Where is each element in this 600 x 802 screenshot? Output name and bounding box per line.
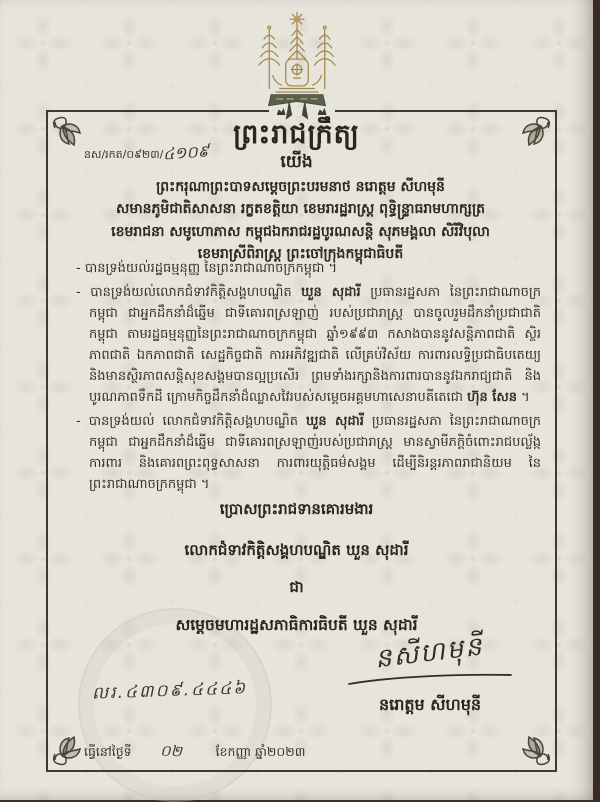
royal-title-line: ខេមរាជនា សមូហោភាស កម្ពុជឯករាជរដ្ឋបូរណសន្តិ សុភមង្គលា សិរីវិបុលា [111, 223, 490, 240]
reference-number-printed: នស/រកត/០៩២៣/ [84, 148, 164, 161]
registry-number-handwritten: លរ.៤៣០៩.៤៤៤៦ [91, 678, 248, 704]
signature-underline-stroke [345, 672, 515, 686]
recital-paragraph: - បានទ្រង់យល់រដ្ឋធម្មនុញ្ញ នៃព្រះរាជាណាចក្រកម្ពុជា ។ [76, 261, 338, 276]
royal-arms-of-cambodia-icon [245, 8, 349, 128]
date-month-year: ខែកញ្ញា ឆ្នាំ២០២៣ [215, 744, 306, 759]
corner-flourish-icon [510, 725, 554, 769]
royal-full-title [60, 176, 541, 266]
royal-we-word: យើង [280, 152, 313, 172]
decree-title: ព្រះរាជក្រឹត្យ [233, 119, 360, 150]
grant-title-line: ប្រោសព្រះរាជទានគោរមងារ [219, 500, 374, 518]
as-word: ជា [289, 578, 304, 596]
king-signature-handwriting: នសីហមុនី [373, 631, 486, 675]
royal-title-line: សមានភូមិជាតិសាសនា រក្ខតខត្តិយា ខេមរារដ្ឋរាស្ត្រ ពុទ្ធិន្ទ្រាធរាមហាក្សត្រ [116, 201, 485, 218]
recital-paragraph: - បានទ្រង់យល់ លោកជំទាវកិត្តិសង្គហបណ្ឌិត ឃួន សុដារី ប្រធានរដ្ឋសភា នៃព្រះរាជាណាចក្រកម្ពុជា ជាអ្នកដឹកនាំដ៏ឆ្នើម ជាទីគោរពស្រឡាញ់របស់ប្រជារាស្ត្រ មានស្វាមីភក្តិចំពោះរាជបល្ល័ង្ក ការពារ និងគោរពព្រះពុទ្ធសាសនា ការពារយុត្តិធម៌សង្គម ដើម្បីនិរន្តរភាពរាជានិយម នៃព្រះរាជាណាចក្រកម្ពុជា ។ [76, 414, 541, 493]
king-printed-name: នរោត្តម សីហមុនី [378, 695, 482, 714]
table-background-edge [593, 0, 600, 800]
recipient-name-line: លោកជំទាវកិត្តិសង្គហបណ្ឌិត ឃួន សុដារី [184, 541, 409, 559]
date-day-handwritten: ០២ [159, 741, 182, 761]
new-honorific-title-line: សម្តេចមហារដ្ឋសភាធិការធិបតី ឃួន សុដារី [175, 616, 418, 634]
recitals-section [76, 258, 541, 499]
proclamation-section [0, 500, 593, 638]
reference-number-handwritten: ៤១០៩ [162, 141, 210, 164]
royal-title-line: ខេមរាស្រីពិរាស្ត្រ ព្រះចៅក្រុងកម្ពុជាធិបតី [197, 246, 404, 263]
recital-paragraph: - បានទ្រង់យល់លោកជំទាវកិត្តិសង្គហបណ្ឌិត ឃួន សុដារី ប្រធានរដ្ឋសភា នៃព្រះរាជាណាចក្រកម្ពុជា ជាអ្នកដឹកនាំដ៏ឆ្នើម ជាទីគោរពស្រឡាញ់ របស់ប្រជារាស្ត្រ បានចូលរួមដឹកនាំប្រជាជាតិកម្ពុជា តាមរដ្ឋធម្មនុញ្ញនៃព្រះរាជាណាចក្រកម្ពុជា ឆ្នាំ១៩៩៣ កសាងបាននូវសន្តិភាពជាតិ ស្ថិរភាពជាតិ ឯកភាពជាតិ សេដ្ឋកិច្ចជាតិ ការអភិវឌ្ឍជាតិ លើគ្រប់វិស័យ ការពារលទ្ធិប្រជាធិបតេយ្យ និងមានស្ថិរភាពសន្តិសុខសង្គមបានល្អប្រសើរ ព្រមទាំងរក្សានិងការពារបាននូវឯករាជ្យជាតិ និងបូរណភាពទឹកដី ក្រោមកិច្ចដឹកនាំដ៏ឈ្លាសវៃរបស់សម្តេចអគ្គមហាសេនាបតីតេជោ ហ៊ុន សែន ។ [76, 285, 541, 406]
date-line [84, 742, 305, 764]
royal-title-line: ព្រះករុណាព្រះបាទសម្តេចព្រះបរមនាថ នរោត្តម សីហមុនី [156, 179, 445, 195]
date-prefix: ធ្វើនៅថ្ងៃទី [84, 744, 132, 759]
signature-block [310, 631, 550, 718]
